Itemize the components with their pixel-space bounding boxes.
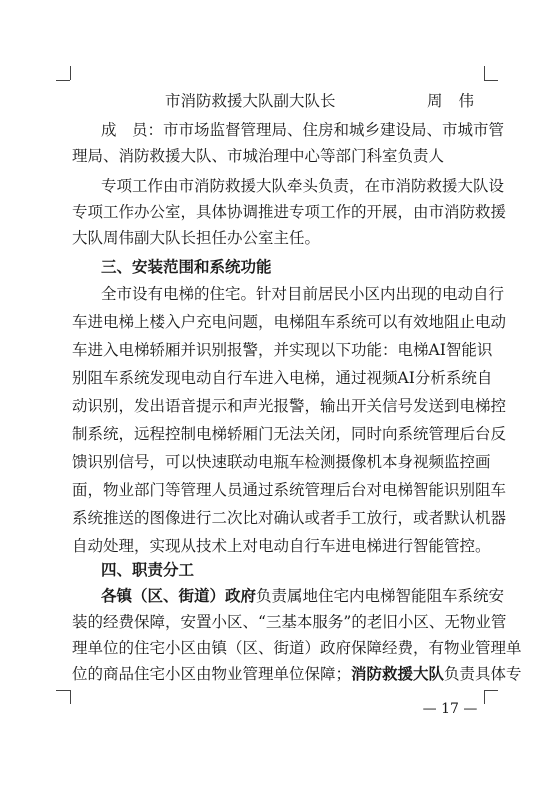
section3-line-9: 系统推送的图像进行二次比对确认或者手工放行，或者默认机器 [72,509,507,527]
section3-line-7: 馈识别信号，可以快速联动电瓶车检测摄像机本身视频监控画 [72,453,491,471]
members-line-1: 成 员：市市场监督管理局、住房和城乡建设局、市城市管 [101,121,505,139]
section4-fire-rest: 负责具体专 [444,665,522,683]
section3-line-10: 自动处理，实现从技术上对电动自行车进电梯进行智能管控。 [72,537,491,555]
leader-name: 周伟 [427,92,491,110]
section4-heading: 四、职责分工 [101,561,195,579]
section3-heading: 三、安装范围和系统功能 [101,258,272,276]
office-line-2: 专项工作办公室，具体协调推进专项工作的开展，由市消防救援 [72,203,507,221]
leader-role: 市消防救援大队副大队长 [165,92,336,110]
section4-lead-rest: 负责属地住宅内电梯智能阻车系统安 [256,587,505,605]
section3-line-8: 面，物业部门等管理人员通过系统管理后台对电梯智能识别阻车 [72,481,507,499]
crop-mark-bottom-left-v [70,690,71,704]
office-line-1: 专项工作由市消防救援大队牵头负责，在市消防救援大队设 [101,177,505,195]
section4-line-3: 理单位的住宅小区由镇（区、街道）政府保障经费，有物业管理单 [72,639,522,657]
office-line-3: 大队周伟副大队长担任办公室主任。 [72,229,321,247]
section3-line-1: 全市设有电梯的住宅。针对目前居民小区内出现的电动自行 [101,285,505,303]
section3-line-5: 动识别，发出语音提示和声光报警，输出开关信号发送到电梯控 [72,397,507,415]
crop-mark-top-right-v [484,66,485,80]
crop-mark-bottom-left [56,690,70,691]
section3-line-6: 制系统，远程控制电梯轿厢门无法关闭，同时向系统管理后台反 [72,425,507,443]
section4-line-4-text: 位的商品住宅小区由物业管理单位保障； [72,665,352,683]
section4-line-2: 装的经费保障，安置小区、“三基本服务”的老旧小区、无物业管 [72,613,507,631]
crop-mark-top-right [484,80,498,81]
members-line-2: 理局、消防救援大队、市城治理中心等部门科室负责人 [72,147,445,165]
crop-mark-bottom-right [484,690,498,691]
section3-line-4: 别阻车系统发现电动自行车进入电梯，通过视频AI分析系统自 [72,369,493,387]
crop-mark-top-left-v [70,66,71,80]
crop-mark-bottom-right-v [484,690,485,704]
page-number: — 17 — [422,701,478,717]
section4-bold-lead: 各镇（区、街道）政府 [101,587,257,605]
section4-line-1 [101,587,505,605]
crop-mark-top-left [56,80,70,81]
section4-line-4 [72,665,522,683]
section3-line-3: 车进入电梯轿厢并识别报警，并实现以下功能：电梯AI智能识 [72,341,493,359]
section3-line-2: 车进电梯上楼入户充电问题，电梯阻车系统可以有效地阻止电动 [72,313,507,331]
section4-bold-fire: 消防救援大队 [351,665,445,683]
